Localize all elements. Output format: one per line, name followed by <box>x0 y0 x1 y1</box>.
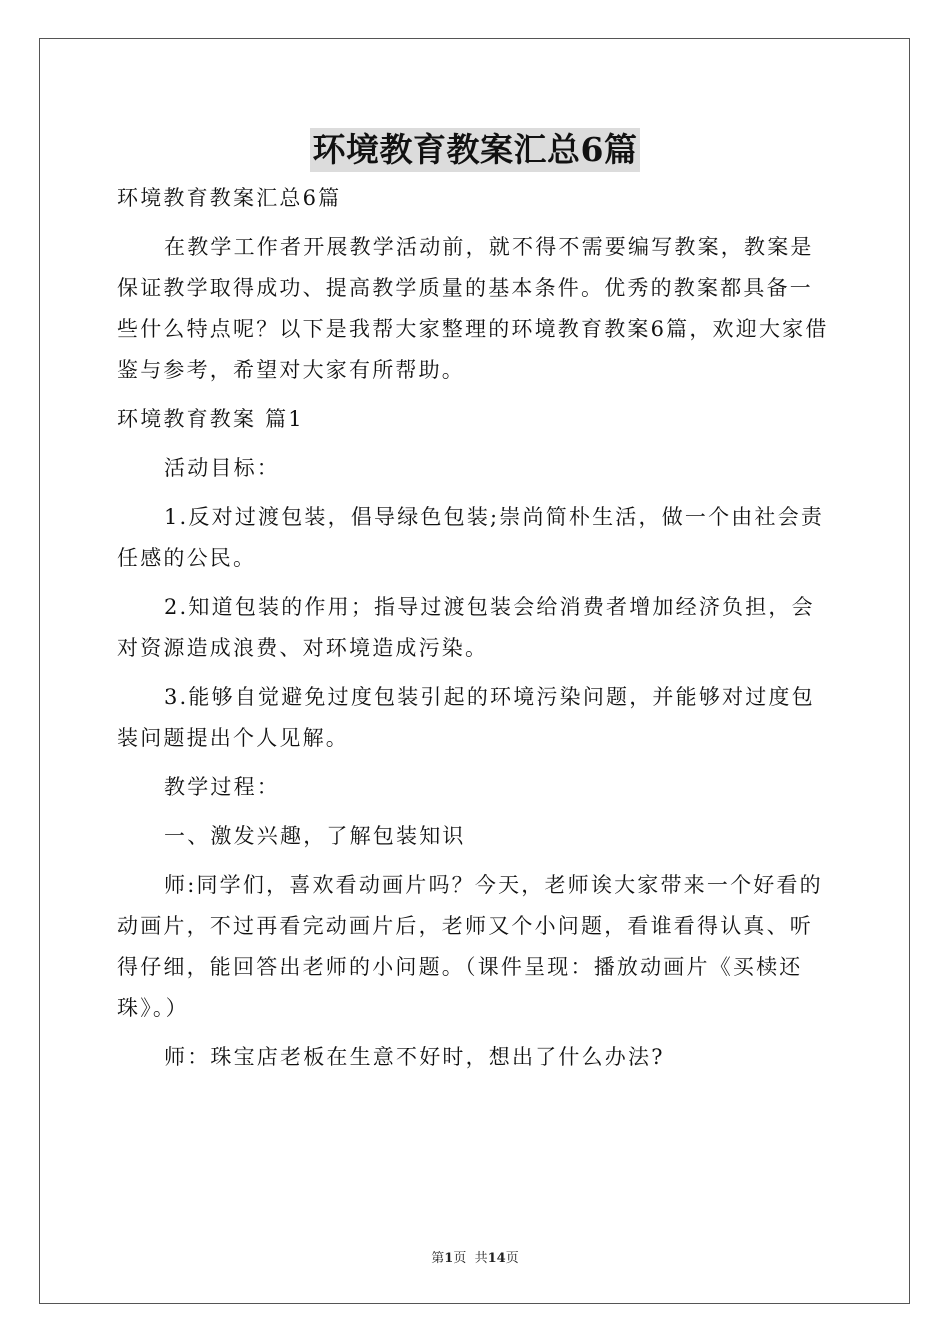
objective-item-2: 2.知道包装的作用；指导过渡包装会给消费者增加经济负担，会对资源造成浪费、对环境造成污染。 <box>117 595 815 660</box>
page-footer <box>0 1247 950 1266</box>
document-body <box>117 178 835 1078</box>
footer-prefix: 第 <box>431 1251 445 1266</box>
footer-page-total: 14 <box>487 1251 506 1266</box>
subtitle-paragraph: 环境教育教案汇总6篇 <box>117 186 342 210</box>
teacher-dialogue-2: 师：珠宝店老板在生意不好时，想出了什么办法? <box>164 1045 665 1069</box>
step-heading-1: 一、激发兴趣，了解包装知识 <box>164 824 466 848</box>
teacher-dialogue-1: 师:同学们，喜欢看动画片吗？今天，老师诶大家带来一个好看的动画片，不过再看完动画片后，老师又个小问题，看谁看得认真、听得仔细，能回答出老师的小问题。（课件呈现：播放动画片《买椟还珠》。） <box>117 873 823 1020</box>
objectives-heading: 活动目标： <box>164 456 280 480</box>
objective-item-3: 3.能够自觉避免过度包装引起的环境污染问题，并能够对过度包装问题提出个人见解。 <box>117 685 815 750</box>
footer-page-number: 1 <box>444 1251 454 1266</box>
footer-mid: 页 共 <box>453 1251 488 1266</box>
section-heading: 环境教育教案 篇1 <box>117 407 304 431</box>
document-title: 环境教育教案汇总6篇 <box>310 128 641 172</box>
process-heading: 教学过程： <box>164 775 280 799</box>
objective-item-1: 1.反对过渡包装，倡导绿色包装;崇尚简朴生活，做一个由社会责任感的公民。 <box>117 505 825 570</box>
title-container <box>0 128 950 172</box>
intro-paragraph: 在教学工作者开展教学活动前，就不得不需要编写教案，教案是保证教学取得成功、提高教学质量的基本条件。优秀的教案都具备一些什么特点呢？以下是我帮大家整理的环境教育教案6篇，欢迎大家借鉴与参考，希望对大家有所帮助。 <box>117 235 829 382</box>
footer-suffix: 页 <box>505 1251 519 1266</box>
